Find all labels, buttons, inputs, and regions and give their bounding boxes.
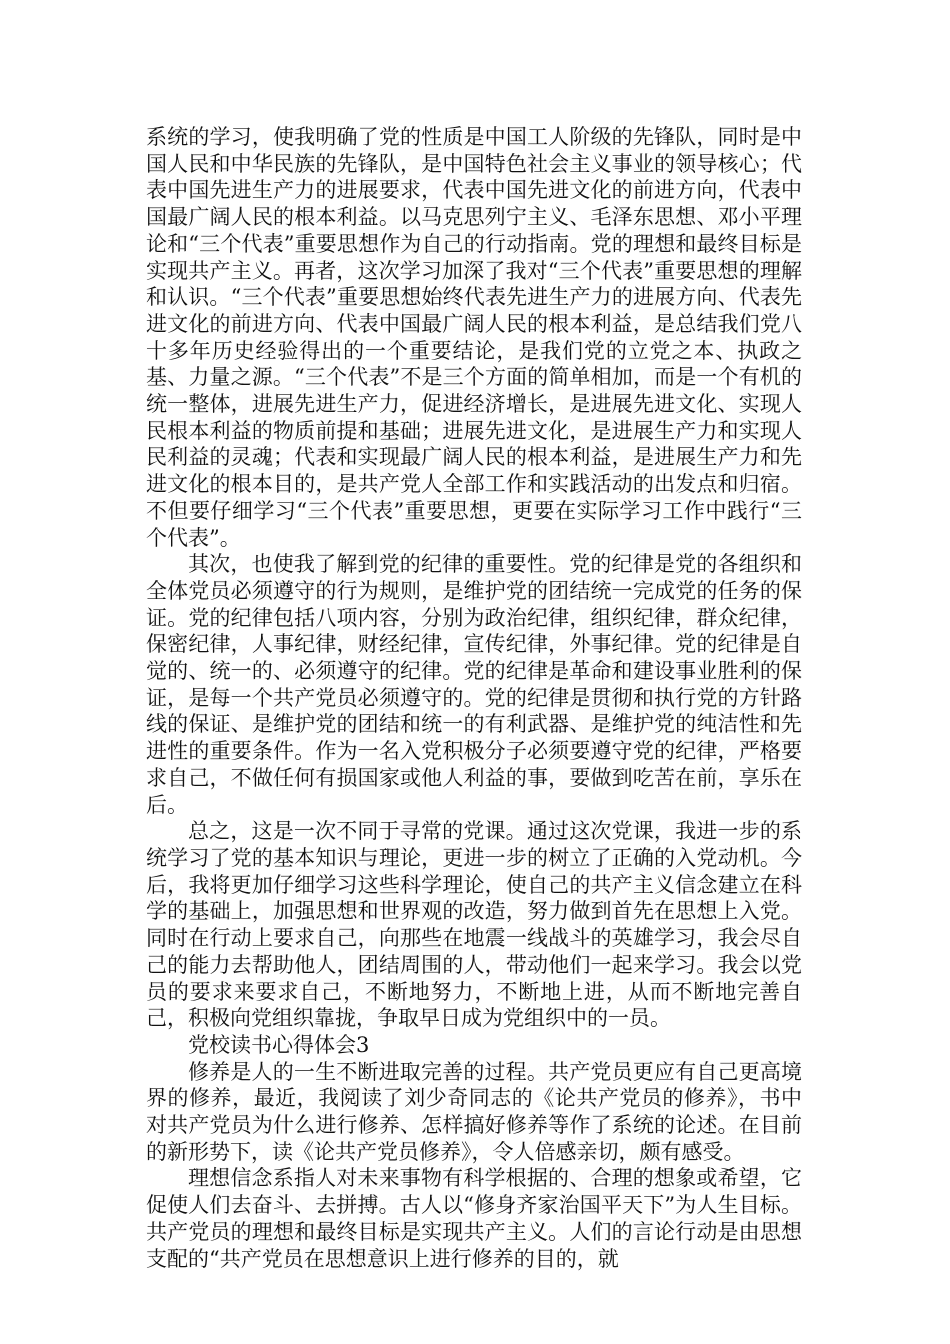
paragraph-party-discipline: 其次，也使我了解到党的纪律的重要性。党的纪律是党的各组织和全体党员必须遵守的行为规则，是维护党的团结统一完成党的任务的保证。党的纪律包括八项内容，分别为政治纪律，组织纪律，群众纪律，保密纪律，人事纪律，财经纪律，宣传纪律，外事纪律。党的纪律是自觉的、统一的、必须遵守的纪律。党的纪律是革命和建设事业胜利的保证，是每一个共产党员必须遵守的。党的纪律是贯彻和执行党的方针路线的保证、是维护党的团结和统一的有利武器、是维护党的纯洁性和先进性的重要条件。作为一名入党积极分子必须要遵守党的纪律，严格要求自己，不做任何有损国家或他人利益的事，要做到吃苦在前，享乐在后。 [146, 552, 802, 817]
section-heading: 党校读书心得体会3 [188, 1032, 370, 1057]
paragraph-self-cultivation: 修养是人的一生不断进取完善的过程。共产党员更应有自己更高境界的修养，最近，我阅读了刘少奇同志的《论共产党员的修养》，书中对共产党员为什么进行修养、怎样搞好修养等作了系统的论述。在目前的新形势下，读《论共产党员修养》，令人倍感亲切，颇有感受。 [146, 1059, 802, 1164]
paragraph-conclusion: 总之，这是一次不同于寻常的党课。通过这次党课，我进一步的系统学习了党的基本知识与理论，更进一步的树立了正确的入党动机。今后，我将更加仔细学习这些科学理论，使自己的共产主义信念建立在科学的基础上，加强思想和世界观的改造，努力做到首先在思想上入党。同时在行动上要求自己，向那些在地震一线战斗的英雄学习，我会尽自己的能力去帮助他人，团结周围的人，带动他们一起来学习。我会以党员的要求来要求自己，不断地努力，不断地上进，从而不断地完善自己，积极向党组织靠拢，争取早日成为党组织中的一员。 [146, 819, 802, 1031]
paragraph-ideals-beliefs: 理想信念系指人对未来事物有科学根据的、合理的想象或希望，它促使人们去奋斗、去拼搏。古人以“修身齐家治国平天下”为人生目标。共产党员的理想和最终目标是实现共产主义。人们的言论行动是由思想支配的“共产党员在思想意识上进行修养的目的，就 [146, 1166, 802, 1271]
paragraph-three-represents: 系统的学习，使我明确了党的性质是中国工人阶级的先锋队，同时是中国人民和中华民族的先锋队，是中国特色社会主义事业的领导核心；代表中国先进生产力的进展要求，代表中国先进文化的前进方向，代表中国最广阔人民的根本利益。以马克思列宁主义、毛泽东思想、邓小平理论和“三个代表”重要思想作为自己的行动指南。党的理想和最终目标是实现共产主义。再者，这次学习加深了我对“三个代表”重要思想的理解和认识。“三个代表”重要思想始终代表先进生产力的进展方向、代表先进文化的前进方向、代表中国最广阔人民的根本利益，是总结我们党八十多年历史经验得出的一个重要结论，是我们党的立党之本、执政之基、力量之源。“三个代表”不是三个方面的简单相加，而是一个有机的统一整体，进展先进生产力，促进经济增长，是进展先进文化、实现人民根本利益的物质前提和基础；进展先进文化，是进展生产力和实现人民利益的灵魂；代表和实现最广阔人民的根本利益，是进展生产力和先进文化的根本目的，是共产党人全部工作和实践活动的出发点和归宿。不但要仔细学习“三个代表”重要思想，更要在实际学习工作中践行“三个代表”。 [146, 125, 802, 550]
document-page [146, 124, 802, 1272]
